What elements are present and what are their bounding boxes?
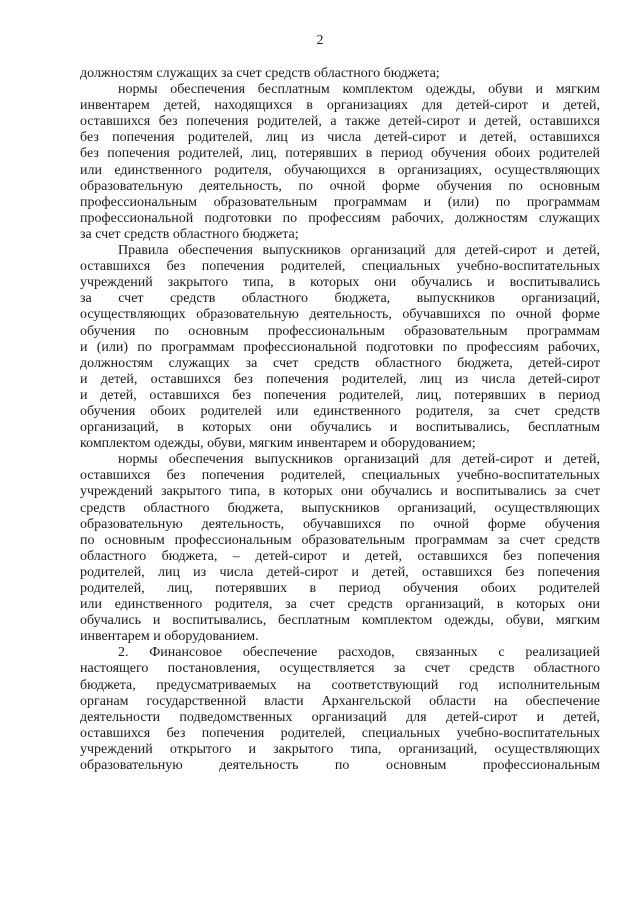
page-number: 2 [316, 33, 324, 48]
text-line: инвентарем и оборудованием. [80, 629, 259, 645]
text-line: настоящего постановления, осуществляется за счет средств областного [80, 661, 600, 677]
text-line: обучения обоих родителей или единственного родителя, за счет средств [80, 403, 600, 419]
text-line: оставшихся без попечения родителей, а также детей-сирот и детей, оставшихся [80, 114, 600, 130]
text-line: родителей, лиц из числа детей-сирот и детей, оставшихся без попечения [80, 564, 600, 580]
text-line: образовательную деятельность, обучавшихся по очной форме обучения [80, 516, 600, 532]
text-line: родителей, лиц, потерявших в период обучения обоих родителей [80, 581, 600, 596]
text-line: 2. Финансовое обеспечение расходов, связанных с реализацией [118, 645, 600, 661]
text-line: образовательную деятельность по основным профессиональным [80, 758, 600, 774]
text-line: профессиональной подготовки по профессиям рабочих, должностям служащих [80, 210, 600, 226]
text-line: органам государственной власти Архангельской области на обеспечение [80, 693, 600, 709]
text-line: учреждений закрытого типа, в которых они обучались и воспитывались за счет [80, 484, 600, 500]
text-line: по основным профессиональным образовательным программам за счет средств [80, 532, 600, 548]
text-line: и (или) по программам профессиональной подготовки по профессиям рабочих, [80, 339, 600, 355]
text-line: учреждений открытого и закрытого типа, организаций, осуществляющих [80, 741, 600, 757]
body-text [80, 66, 600, 774]
text-line: комплектом одежды, обуви, мягким инвентарем и оборудованием; [80, 436, 476, 452]
text-line: инвентарем детей, находящихся в организациях для детей-сирот и детей, [80, 98, 600, 114]
text-line: профессиональным образовательным программам и (или) по программам [80, 194, 600, 210]
text-line: за счет средств областного бюджета; [80, 226, 299, 242]
text-line: областного бюджета, – детей-сирот и детей, оставшихся без попечения [80, 548, 600, 564]
text-line: бюджета, предусматриваемых на соответствующий год исполнительным [80, 677, 600, 693]
text-line: организаций, в которых они обучались и воспитывались, бесплатным [80, 420, 600, 436]
text-line: должностям служащих за счет средств областного бюджета, детей-сирот [80, 355, 600, 371]
text-line: нормы обеспечения выпускников организаций для детей-сирот и детей, [118, 452, 600, 468]
text-line: образовательную деятельность, по очной форме обучения по основным [80, 178, 600, 194]
text-line: должностям служащих за счет средств областного бюджета; [80, 66, 440, 81]
text-line: оставшихся без попечения родителей, специальных учебно-воспитательных [80, 468, 600, 484]
text-line: обучения по основным профессиональным образовательным программам [80, 323, 600, 339]
text-line: без попечения родителей, лиц из числа детей-сирот и детей, оставшихся [80, 130, 600, 146]
text-line: без попечения родителей, лиц, потерявших в период обучения обоих родителей [80, 146, 600, 162]
text-line: осуществляющих образовательную деятельность, обучавшихся по очной форме [80, 307, 600, 323]
text-line: за счет средств областного бюджета, выпускников организаций, [80, 291, 600, 307]
text-line: оставшихся без попечения родителей, специальных учебно-воспитательных [80, 725, 600, 741]
text-line: Правила обеспечения выпускников организаций для детей-сирот и детей, [118, 243, 600, 259]
text-line: оставшихся без попечения родителей, специальных учебно-воспитательных [80, 259, 600, 275]
text-line: или единственного родителя, обучающихся в организациях, осуществляющих [80, 162, 600, 178]
text-line: и детей, оставшихся без попечения родителей, лиц, потерявших в период [80, 387, 600, 403]
text-line: или единственного родителя, за счет средств организаций, в которых они [80, 597, 600, 613]
text-line: средств областного бюджета, выпускников организаций, осуществляющих [80, 500, 600, 516]
text-line: обучались и воспитывались, бесплатным комплектом одежды, обуви, мягким [80, 613, 600, 629]
text-line: нормы обеспечения бесплатным комплектом одежды, обуви и мягким [118, 82, 600, 98]
text-line: и детей, оставшихся без попечения родителей, лиц из числа детей-сирот [80, 371, 600, 387]
text-line: деятельности подведомственных организаций для детей-сирот и детей, [80, 709, 600, 725]
text-line: учреждений закрытого типа, в которых они обучались и воспитывались [80, 275, 600, 291]
